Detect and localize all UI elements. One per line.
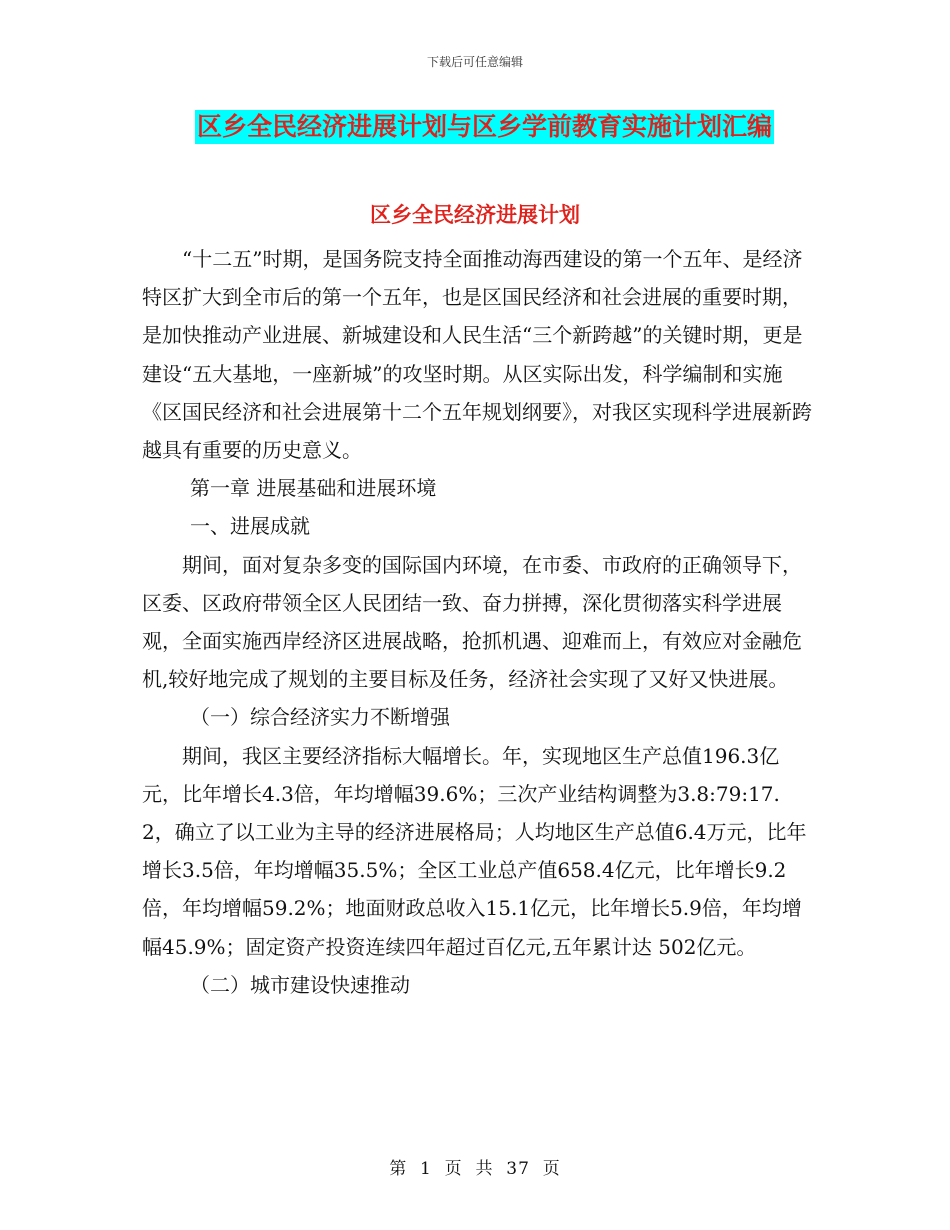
section-title: 区乡全民经济进展计划 bbox=[370, 203, 580, 227]
paragraph-achievements: 期间，面对复杂多变的国际国内环境，在市委、市政府的正确领导下，区委、区政府带领全区人民团结一致、奋力拼搏，深化贯彻落实科学进展观，全面实施西岸经济区进展战略，抢抓机遇、迎难而上，有效应对金融危机,较好地完成了规划的主要目标及任务，经济社会实现了又好又快进展。 bbox=[142, 552, 802, 692]
paragraph-intro: “十二五”时期，是国务院支持全面推动海西建设的第一个五年、是经济特区扩大到全市后的第一个五年，也是区国民经济和社会进展的重要时期，是加快推动产业进展、新城建设和人民生活“三个新跨越”的关键时期，更是建设“五大基地，一座新城”的攻坚时期。从区实际出发，科学编制和实施《区国民经济和社会进展第十二个五年规划纲要》，对我区实现科学进展新跨越具有重要的历史意义。 bbox=[142, 247, 812, 463]
subsection-heading: 一、进展成就 bbox=[190, 514, 310, 539]
subsection-heading-urban: （二）城市建设快速推动 bbox=[190, 972, 410, 997]
document-title: 区乡全民经济进展计划与区乡学前教育实施计划汇编 bbox=[195, 110, 774, 144]
chapter-heading: 第一章 进展基础和进展环境 bbox=[190, 476, 437, 501]
header-note: 下载后可任意编辑 bbox=[426, 55, 523, 69]
document-body bbox=[142, 240, 812, 1004]
paragraph-economy: 期间，我区主要经济指标大幅增长。年，实现地区生产总值196.3亿元，比年增长4.3倍，年均增幅39.6%；三次产业结构调整为3.8:79:17.2，确立了以工业为主导的经济进展格局；人均地区生产总值6.4万元，比年增长3.5倍，年均增幅35.5%；全区工业总产值658.4亿元，比年增长9.2倍，年均增幅59.2%；地面财政总收入15.1亿元，比年增长5.9倍，年均增幅45.9%；固定资产投资连续四年超过百亿元,五年累计达 502亿元。 bbox=[142, 743, 807, 959]
page-number-footer: 第 1 页 共 37 页 bbox=[389, 1159, 561, 1179]
subsection-heading-economy: （一）综合经济实力不断增强 bbox=[190, 705, 450, 730]
